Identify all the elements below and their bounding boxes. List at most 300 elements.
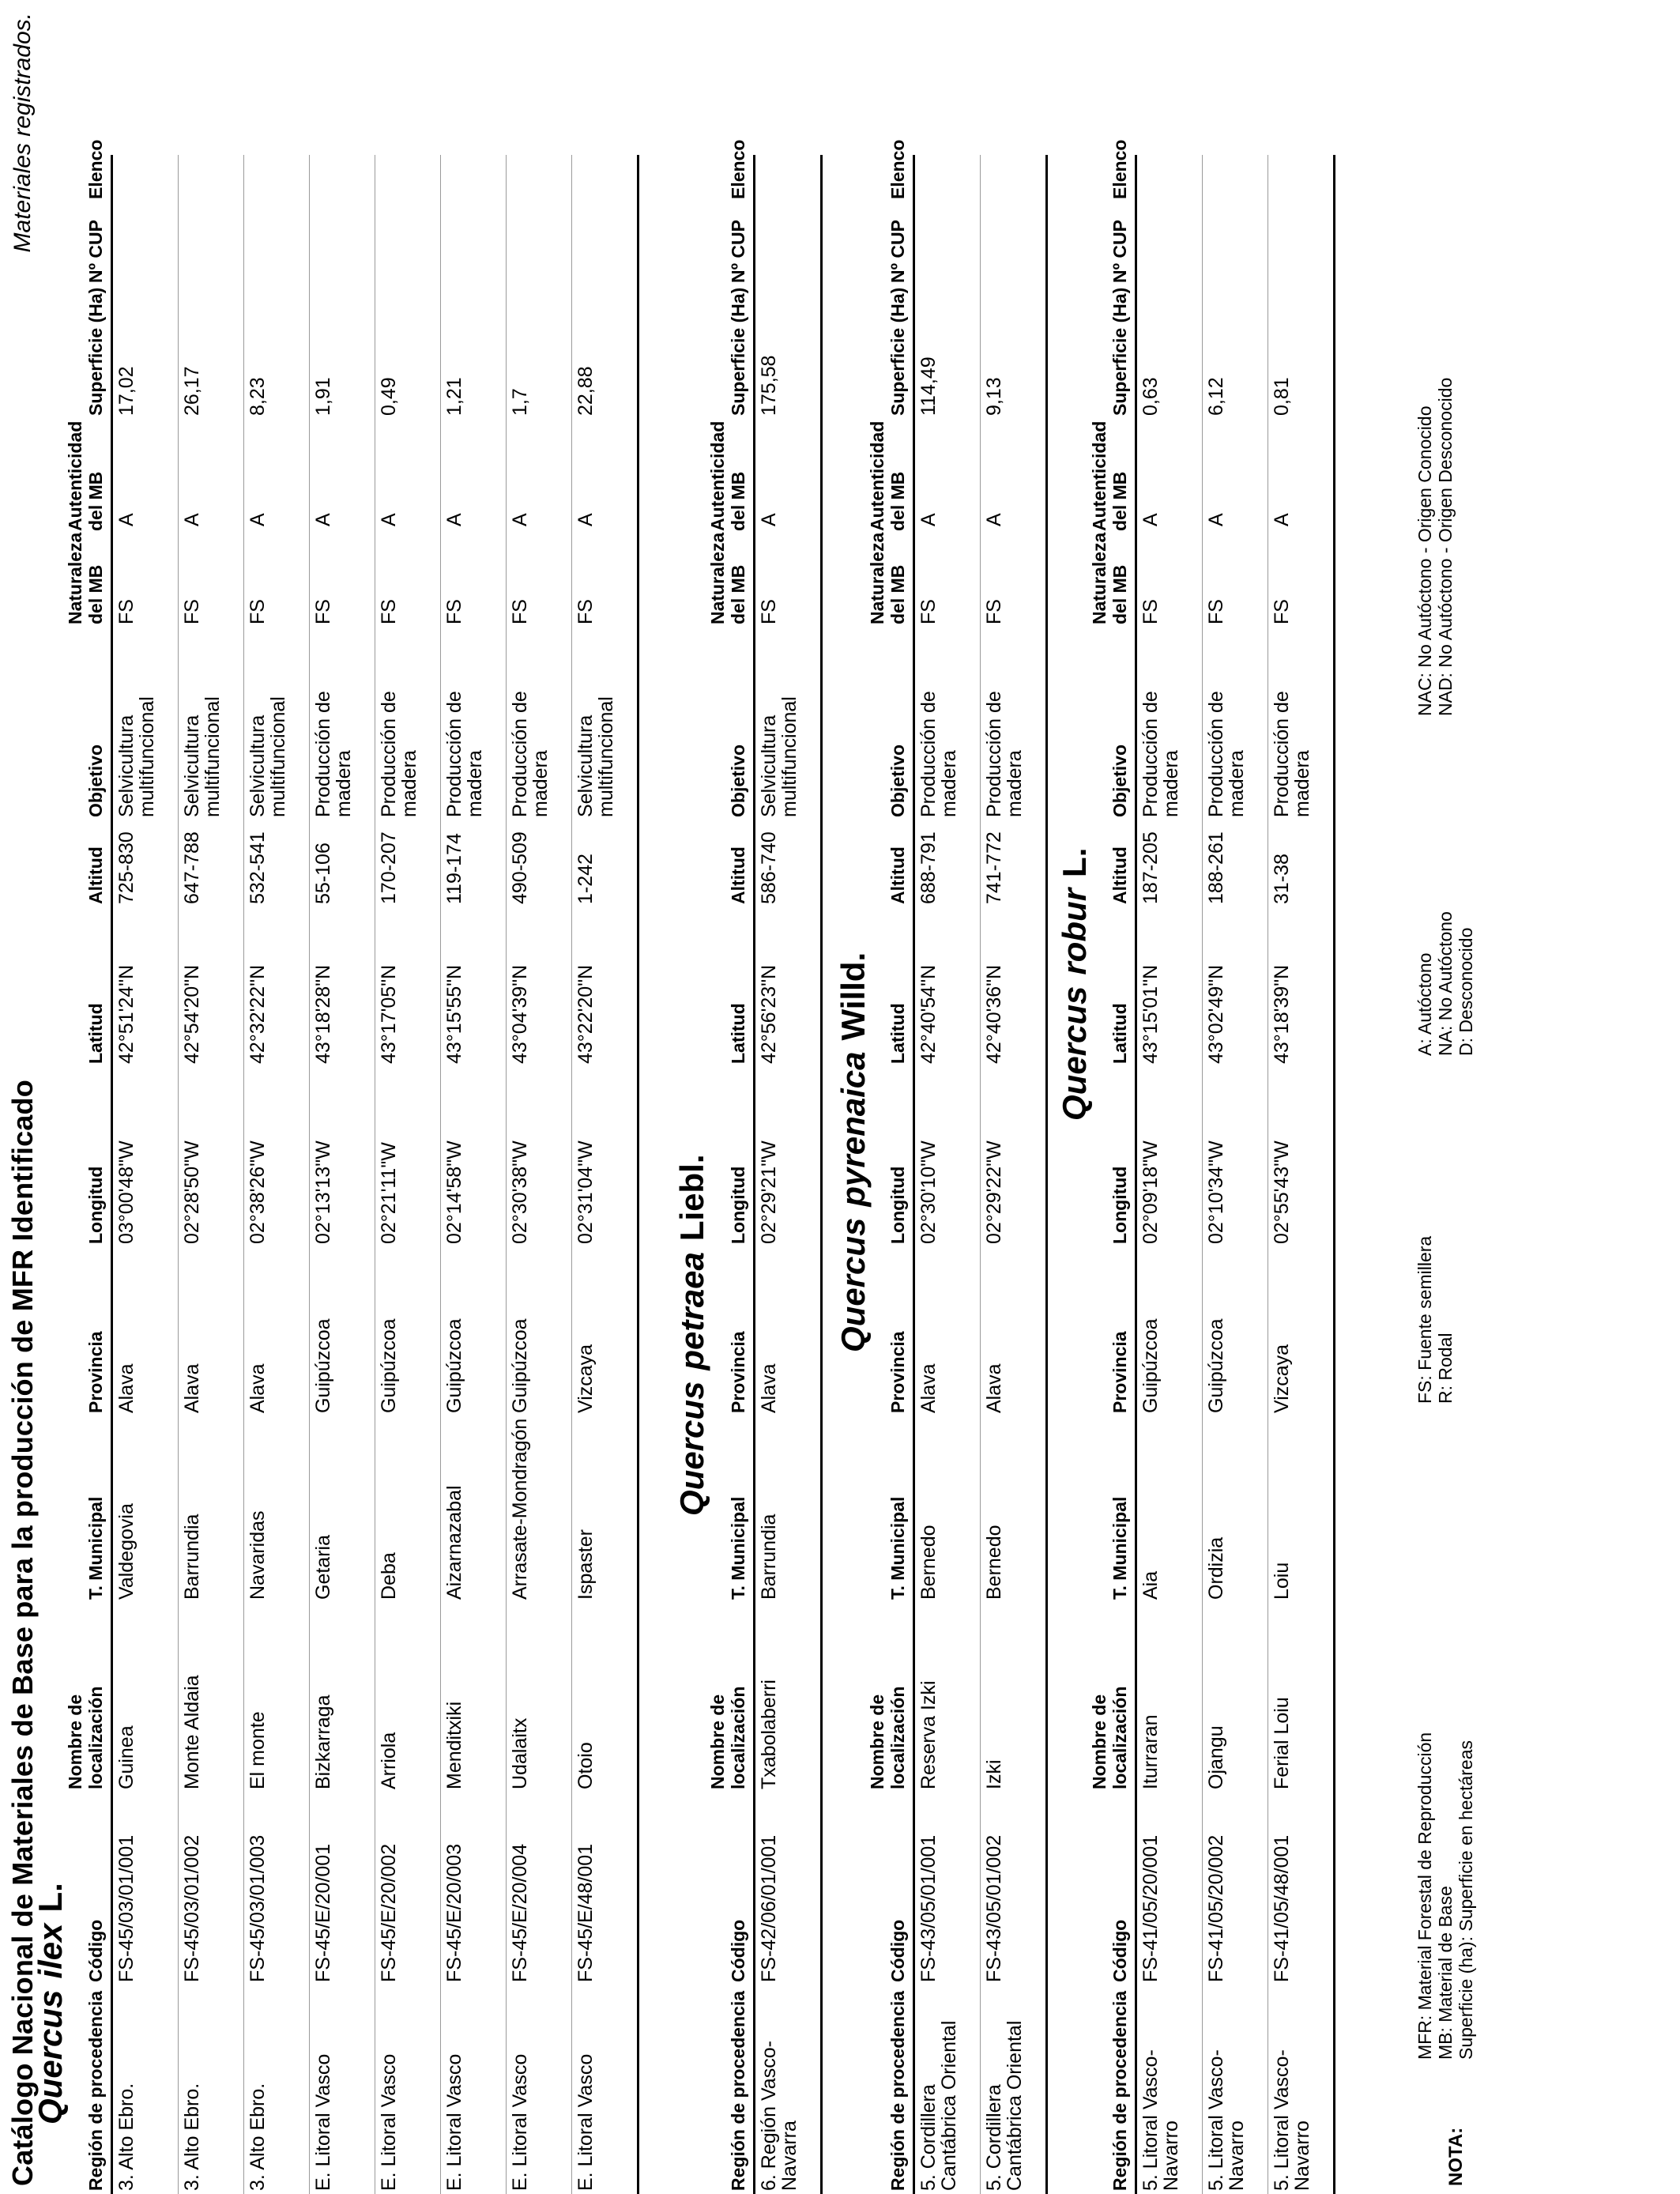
- species-author: L.: [32, 1883, 69, 1913]
- cell-latitud: 43°18'28"N: [312, 964, 334, 1064]
- cell-superficie: 0,81: [1271, 377, 1293, 416]
- cell-autenticidad: A: [1205, 513, 1227, 526]
- species-author: Liebl.: [673, 1154, 710, 1242]
- cell-codigo: FS-45/E/48/001: [574, 1843, 597, 1982]
- cell-nombre: Ferial Loiu: [1271, 1697, 1293, 1789]
- cell-longitud: 02°21'11"W: [378, 1142, 400, 1244]
- column-header: Altitud: [728, 846, 748, 904]
- cell-provincia: Guipúzcoa: [443, 1318, 465, 1413]
- cell-autenticidad: A: [378, 513, 400, 526]
- cell-cup: [112, 202, 179, 286]
- cell-provincia: Alava: [983, 1363, 1005, 1413]
- cell-codigo: FS-43/05/01/001: [917, 1834, 940, 1982]
- column-header: Nombre de localización: [65, 1686, 106, 1789]
- cell-nombre: Ojangu: [1205, 1725, 1227, 1789]
- table-row: [572, 155, 638, 2194]
- cell-municipio: Arrasate-Mondragón: [509, 1418, 531, 1600]
- cell-objetivo: Selvicultura multifuncional: [758, 696, 800, 817]
- cell-cup: [244, 202, 310, 286]
- cell-superficie: 1,91: [312, 377, 334, 416]
- cell-latitud: 43°22'20"N: [574, 964, 597, 1064]
- cell-nombre: Iturraran: [1139, 1714, 1162, 1789]
- species-genus: Quercus: [1056, 986, 1093, 1121]
- table-row: [441, 155, 507, 2194]
- column-header: Autenticidad del MB: [707, 420, 748, 531]
- cell-latitud: 42°40'36"N: [983, 964, 1005, 1064]
- table-header-row: [65, 155, 112, 2194]
- cell-superficie: 8,23: [247, 377, 269, 416]
- column-header: Superficie (Ha): [1109, 287, 1130, 416]
- cell-altitud: 647-788: [181, 831, 203, 904]
- column-header: Nº CUP: [887, 220, 908, 283]
- cell-superficie: 9,13: [983, 377, 1005, 416]
- cell-objetivo: Producción de madera: [1271, 691, 1313, 817]
- cell-cup: [179, 202, 244, 286]
- cell-provincia: Alava: [115, 1363, 137, 1413]
- cell-codigo: FS-45/03/01/001: [115, 1834, 137, 1982]
- cell-codigo: FS-43/05/01/002: [983, 1834, 1005, 1982]
- cell-naturaleza: FS: [247, 599, 269, 624]
- cell-elenco: [310, 155, 375, 202]
- cell-altitud: 725-830: [115, 831, 137, 904]
- cell-codigo: FS-45/E/20/001: [312, 1843, 334, 1982]
- cell-provincia: Guipúzcoa: [378, 1318, 400, 1413]
- cell-latitud: 43°17'05"N: [378, 964, 400, 1064]
- table-row: [981, 155, 1047, 2194]
- cell-region: 5. Litoral Vasco-Navarro: [1205, 2049, 1248, 2191]
- cell-nombre: El monte: [247, 1711, 269, 1789]
- cell-codigo: FS-41/05/20/001: [1139, 1834, 1162, 1982]
- cell-latitud: 42°56'23"N: [758, 964, 780, 1064]
- note-line: NAC: No Autóctono - Origen Conocido: [1414, 405, 1435, 716]
- column-header: Latitud: [1109, 1003, 1130, 1064]
- notes-abbreviations: [1414, 1732, 1476, 2060]
- cell-region: 5. Cordillera Cantábrica Oriental: [917, 2020, 960, 2191]
- cell-altitud: 741-772: [983, 831, 1005, 904]
- column-header: Elenco: [85, 139, 106, 199]
- cell-latitud: 42°40'54"N: [917, 964, 940, 1064]
- cell-superficie: 0,49: [378, 377, 400, 416]
- column-header: Región de procedencia: [887, 1990, 908, 2191]
- cell-latitud: 43°15'55"N: [443, 964, 465, 1064]
- cell-elenco: [981, 155, 1047, 202]
- cell-longitud: 02°30'10"W: [917, 1140, 940, 1244]
- column-header: Nombre de localización: [707, 1686, 748, 1789]
- cell-latitud: 43°02'49"N: [1205, 964, 1227, 1064]
- cell-autenticidad: A: [312, 513, 334, 526]
- note-line: A: Autóctono: [1414, 952, 1435, 1056]
- notes-autenticidad: [1414, 911, 1476, 1056]
- cell-autenticidad: A: [1139, 513, 1162, 526]
- cell-municipio: Loiu: [1271, 1562, 1293, 1600]
- cell-region: E. Litoral Vasco: [443, 2053, 465, 2191]
- cell-municipio: Ordizia: [1205, 1536, 1227, 1600]
- species-author: Willd.: [834, 952, 872, 1041]
- cell-region: E. Litoral Vasco: [378, 2053, 400, 2191]
- column-header: Código: [887, 1919, 908, 1982]
- note-line: MB: Material de Base: [1435, 1886, 1456, 2060]
- cell-naturaleza: FS: [983, 599, 1005, 624]
- table-row: [244, 155, 310, 2194]
- cell-codigo: FS-41/05/20/002: [1205, 1834, 1227, 1982]
- column-header: Región de procedencia: [728, 1990, 748, 2191]
- column-header: Código: [1109, 1919, 1130, 1982]
- cell-provincia: Alava: [247, 1363, 269, 1413]
- cell-superficie: 26,17: [181, 366, 203, 416]
- cell-longitud: 02°29'22"W: [983, 1140, 1005, 1244]
- cell-nombre: Reserva Izki: [917, 1680, 940, 1789]
- cell-nombre: Bizkarraga: [312, 1695, 334, 1789]
- cell-latitud: 42°51'24"N: [115, 964, 137, 1064]
- species-table: [867, 139, 1048, 2194]
- column-header: Longitud: [1109, 1166, 1130, 1244]
- cell-municipio: Barrundia: [758, 1514, 780, 1600]
- cell-superficie: 114,49: [917, 356, 940, 416]
- table-row: [914, 155, 981, 2194]
- cell-longitud: 02°28'50"W: [181, 1140, 203, 1244]
- cell-naturaleza: FS: [509, 599, 531, 624]
- cell-longitud: 02°14'58"W: [443, 1140, 465, 1244]
- cell-provincia: Vizcaya: [574, 1344, 597, 1413]
- column-header: Elenco: [1109, 139, 1130, 199]
- column-header: Provincia: [1109, 1331, 1130, 1413]
- cell-elenco: [755, 155, 822, 202]
- cell-latitud: 42°32'22"N: [247, 964, 269, 1064]
- cell-provincia: Guipúzcoa: [509, 1318, 531, 1413]
- cell-altitud: 55-106: [312, 843, 334, 904]
- cell-superficie: 22,88: [574, 366, 597, 416]
- cell-elenco: [244, 155, 310, 202]
- column-header: Objetivo: [1109, 744, 1130, 817]
- column-header: Latitud: [85, 1003, 106, 1064]
- cell-region: 3. Alto Ebro.: [115, 2083, 137, 2191]
- cell-naturaleza: FS: [574, 599, 597, 624]
- table-row: [310, 155, 375, 2194]
- cell-objetivo: Producción de madera: [1139, 691, 1182, 817]
- species-epithet: ilex: [32, 1923, 69, 1979]
- column-header: Longitud: [728, 1166, 748, 1244]
- cell-naturaleza: FS: [1271, 599, 1293, 624]
- cell-altitud: 490-509: [509, 831, 531, 904]
- column-header: Superficie (Ha): [887, 287, 908, 416]
- cell-cup: [507, 202, 572, 286]
- column-header: Región de procedencia: [1109, 1990, 1130, 2191]
- cell-elenco: [507, 155, 572, 202]
- column-header: Longitud: [887, 1166, 908, 1244]
- cell-autenticidad: A: [443, 513, 465, 526]
- column-header: Naturaleza del MB: [707, 532, 748, 624]
- cell-autenticidad: A: [574, 513, 597, 526]
- species-heading: [32, 1883, 70, 2124]
- species-heading: [673, 1154, 711, 1516]
- cell-altitud: 31-38: [1271, 854, 1293, 904]
- cell-superficie: 0,63: [1139, 377, 1162, 416]
- cell-altitud: 188-261: [1205, 831, 1227, 904]
- species-table: [65, 139, 639, 2194]
- table-row: [507, 155, 572, 2194]
- column-header: Objetivo: [887, 744, 908, 817]
- cell-objetivo: Selvicultura multifuncional: [247, 696, 289, 817]
- table-row: [179, 155, 244, 2194]
- note-line: FS: Fuente semillera: [1414, 1235, 1435, 1404]
- cell-autenticidad: A: [917, 513, 940, 526]
- cell-naturaleza: FS: [917, 599, 940, 624]
- cell-region: E. Litoral Vasco: [312, 2053, 334, 2191]
- cell-region: E. Litoral Vasco: [574, 2053, 597, 2191]
- table-row: [375, 155, 441, 2194]
- cell-objetivo: Selvicultura multifuncional: [574, 696, 617, 817]
- cell-elenco: [572, 155, 638, 202]
- cell-autenticidad: A: [115, 513, 137, 526]
- cell-cup: [1203, 202, 1268, 286]
- column-header: Provincia: [85, 1331, 106, 1413]
- cell-autenticidad: A: [758, 513, 780, 526]
- cell-superficie: 6,12: [1205, 377, 1227, 416]
- cell-naturaleza: FS: [443, 599, 465, 624]
- cell-nombre: Guinea: [115, 1725, 137, 1789]
- cell-altitud: 688-791: [917, 831, 940, 904]
- species-heading: [1056, 848, 1094, 1121]
- column-header: Altitud: [85, 846, 106, 904]
- cell-altitud: 119-174: [443, 833, 465, 904]
- table-row: [755, 155, 822, 2194]
- species-table: [1089, 139, 1335, 2194]
- notes-naturaleza: [1414, 1236, 1456, 1404]
- cell-altitud: 170-207: [378, 831, 400, 904]
- cell-superficie: 1,7: [509, 388, 531, 416]
- cell-longitud: 02°10'34"W: [1205, 1140, 1227, 1244]
- cell-latitud: 43°18'39"N: [1271, 964, 1293, 1064]
- cell-nombre: Udalaitx: [509, 1717, 531, 1789]
- cell-elenco: [1203, 155, 1268, 202]
- cell-region: 5. Litoral Vasco-Navarro: [1271, 2049, 1313, 2191]
- cell-nombre: Arriola: [378, 1732, 400, 1789]
- cell-provincia: Alava: [181, 1363, 203, 1413]
- cell-municipio: Ispaster: [574, 1529, 597, 1600]
- column-header: Objetivo: [728, 744, 748, 817]
- cell-objetivo: Producción de madera: [509, 691, 552, 817]
- cell-municipio: Navaridas: [247, 1510, 269, 1600]
- cell-objetivo: Selvicultura multifuncional: [115, 696, 158, 817]
- cell-autenticidad: A: [983, 513, 1005, 526]
- cell-longitud: 02°13'13"W: [312, 1140, 334, 1244]
- cell-nombre: Monte Aldaia: [181, 1675, 203, 1789]
- species-genus: Quercus: [32, 1989, 69, 2124]
- cell-longitud: 02°55'43"W: [1271, 1140, 1293, 1244]
- cell-nombre: Otoio: [574, 1742, 597, 1789]
- table-header-row: [1089, 155, 1136, 2194]
- cell-cup: [375, 202, 441, 286]
- column-header: Código: [728, 1919, 748, 1982]
- cell-naturaleza: FS: [1205, 599, 1227, 624]
- column-header: T. Municipal: [887, 1496, 908, 1600]
- cell-longitud: 03°00'48"W: [115, 1140, 137, 1244]
- cell-municipio: Aia: [1139, 1570, 1162, 1600]
- cell-elenco: [375, 155, 441, 202]
- column-header: Provincia: [728, 1331, 748, 1413]
- cell-longitud: 02°09'18"W: [1139, 1140, 1162, 1244]
- cell-region: 6. Región Vasco-Navarra: [758, 2041, 800, 2191]
- cell-naturaleza: FS: [115, 599, 137, 624]
- cell-codigo: FS-45/E/20/004: [509, 1843, 531, 1982]
- cell-municipio: Deba: [378, 1552, 400, 1600]
- species-table: [707, 139, 823, 2194]
- cell-autenticidad: A: [509, 513, 531, 526]
- cell-codigo: FS-45/E/20/003: [443, 1843, 465, 1982]
- cell-provincia: Alava: [917, 1363, 940, 1413]
- cell-nombre: Txabolaberri: [758, 1679, 780, 1789]
- cell-codigo: FS-45/03/01/002: [181, 1834, 203, 1982]
- cell-region: 3. Alto Ebro.: [181, 2083, 203, 2191]
- column-header: Superficie (Ha): [85, 287, 106, 416]
- cell-municipio: Getaria: [312, 1535, 334, 1600]
- document-subtitle: Materiales registrados.: [9, 13, 36, 253]
- cell-cup: [1136, 202, 1203, 286]
- cell-objetivo: Producción de madera: [983, 691, 1026, 817]
- column-header: Código: [85, 1919, 106, 1982]
- cell-latitud: 43°04'39"N: [509, 964, 531, 1064]
- species-epithet: petraea: [673, 1252, 710, 1370]
- cell-latitud: 42°54'20"N: [181, 964, 203, 1064]
- cell-elenco: [1136, 155, 1203, 202]
- cell-naturaleza: FS: [378, 599, 400, 624]
- cell-objetivo: Producción de madera: [378, 691, 420, 817]
- cell-superficie: 175,58: [758, 355, 780, 416]
- cell-altitud: 187-205: [1139, 831, 1162, 904]
- column-header: Autenticidad del MB: [1089, 420, 1130, 531]
- cell-naturaleza: FS: [1139, 599, 1162, 624]
- table-header-row: [707, 155, 755, 2194]
- table-header-row: [867, 155, 914, 2194]
- cell-codigo: FS-45/E/20/002: [378, 1843, 400, 1982]
- cell-longitud: 02°38'26"W: [247, 1140, 269, 1244]
- cell-cup: [981, 202, 1047, 286]
- column-header: Nombre de localización: [867, 1686, 908, 1789]
- column-header: T. Municipal: [728, 1496, 748, 1600]
- column-header: Altitud: [887, 846, 908, 904]
- cell-region: 5. Cordillera Cantábrica Oriental: [983, 2020, 1026, 2191]
- cell-latitud: 43°15'01"N: [1139, 964, 1162, 1064]
- cell-region: 3. Alto Ebro.: [247, 2083, 269, 2191]
- cell-objetivo: Selvicultura multifuncional: [181, 696, 224, 817]
- cell-cup: [310, 202, 375, 286]
- cell-cup: [914, 202, 981, 286]
- cell-provincia: Vizcaya: [1271, 1344, 1293, 1413]
- cell-superficie: 17,02: [115, 366, 137, 416]
- species-epithet: pyrenaica: [834, 1051, 872, 1207]
- cell-elenco: [112, 155, 179, 202]
- cell-municipio: Valdegovia: [115, 1503, 137, 1600]
- note-line: NA: No Autóctono: [1435, 911, 1456, 1056]
- cell-autenticidad: A: [181, 513, 203, 526]
- column-header: Autenticidad del MB: [65, 420, 106, 531]
- cell-objetivo: Producción de madera: [1205, 691, 1248, 817]
- cell-codigo: FS-45/03/01/003: [247, 1834, 269, 1982]
- column-header: Naturaleza del MB: [1089, 532, 1130, 624]
- notes-label: NOTA:: [1445, 2127, 1467, 2186]
- cell-objetivo: Producción de madera: [312, 691, 355, 817]
- column-header: Longitud: [85, 1166, 106, 1244]
- cell-codigo: FS-42/06/01/001: [758, 1834, 780, 1982]
- cell-autenticidad: A: [247, 513, 269, 526]
- species-epithet: robur: [1056, 888, 1093, 975]
- species-author: L.: [1056, 847, 1093, 877]
- cell-municipio: Bernedo: [983, 1525, 1005, 1600]
- note-line: D: Desconocido: [1456, 927, 1476, 1056]
- table-row: [112, 155, 179, 2194]
- cell-elenco: [914, 155, 981, 202]
- cell-nombre: Izki: [983, 1759, 1005, 1789]
- column-header: Objetivo: [85, 744, 106, 817]
- cell-municipio: Aizarnazabal: [443, 1485, 465, 1600]
- column-header: Nº CUP: [85, 220, 106, 283]
- column-header: Altitud: [1109, 846, 1130, 904]
- note-line: Superficie (ha): Superficie en hectáreas: [1456, 1740, 1476, 2060]
- column-header: T. Municipal: [1109, 1496, 1130, 1600]
- column-header: Provincia: [887, 1331, 908, 1413]
- cell-cup: [441, 202, 507, 286]
- species-genus: Quercus: [834, 1217, 872, 1352]
- cell-elenco: [1268, 155, 1335, 202]
- cell-superficie: 1,21: [443, 377, 465, 416]
- cell-cup: [572, 202, 638, 286]
- cell-naturaleza: FS: [312, 599, 334, 624]
- cell-longitud: 02°30'38"W: [509, 1140, 531, 1244]
- cell-naturaleza: FS: [181, 599, 203, 624]
- cell-provincia: Alava: [758, 1363, 780, 1413]
- note-line: NAD: No Autóctono - Origen Desconocido: [1435, 377, 1456, 716]
- cell-altitud: 586-740: [758, 831, 780, 904]
- cell-provincia: Guipúzcoa: [312, 1318, 334, 1413]
- cell-region: E. Litoral Vasco: [509, 2053, 531, 2191]
- column-header: Naturaleza del MB: [867, 532, 908, 624]
- cell-provincia: Guipúzcoa: [1139, 1318, 1162, 1413]
- table-row: [1203, 155, 1268, 2194]
- column-header: Nº CUP: [1109, 220, 1130, 283]
- cell-longitud: 02°31'04"W: [574, 1140, 597, 1244]
- column-header: Elenco: [887, 139, 908, 199]
- cell-altitud: 1-242: [574, 854, 597, 904]
- note-line: MFR: Material Forestal de Reproducción: [1414, 1732, 1435, 2060]
- cell-codigo: FS-41/05/48/001: [1271, 1834, 1293, 1982]
- cell-objetivo: Producción de madera: [917, 691, 960, 817]
- column-header: Nombre de localización: [1089, 1686, 1130, 1789]
- notes-origen: [1414, 378, 1456, 716]
- cell-provincia: Guipúzcoa: [1205, 1318, 1227, 1413]
- column-header: T. Municipal: [85, 1496, 106, 1600]
- cell-naturaleza: FS: [758, 599, 780, 624]
- column-header: Latitud: [887, 1003, 908, 1064]
- cell-objetivo: Producción de madera: [443, 691, 486, 817]
- cell-cup: [1268, 202, 1335, 286]
- cell-municipio: Barrundia: [181, 1514, 203, 1600]
- cell-autenticidad: A: [1271, 513, 1293, 526]
- cell-elenco: [441, 155, 507, 202]
- column-header: Elenco: [728, 139, 748, 199]
- species-genus: Quercus: [673, 1381, 710, 1516]
- cell-longitud: 02°29'21"W: [758, 1140, 780, 1244]
- column-header: Nº CUP: [728, 220, 748, 283]
- cell-region: 5. Litoral Vasco-Navarro: [1139, 2049, 1182, 2191]
- column-header: Superficie (Ha): [728, 287, 748, 416]
- cell-altitud: 532-541: [247, 831, 269, 904]
- cell-municipio: Bernedo: [917, 1525, 940, 1600]
- table-row: [1136, 155, 1203, 2194]
- column-header: Autenticidad del MB: [867, 420, 908, 531]
- column-header: Región de procedencia: [85, 1990, 106, 2191]
- document-title: Catálogo Nacional de Materiales de Base para la producción de MFR Identificado: [6, 1080, 39, 2186]
- cell-elenco: [179, 155, 244, 202]
